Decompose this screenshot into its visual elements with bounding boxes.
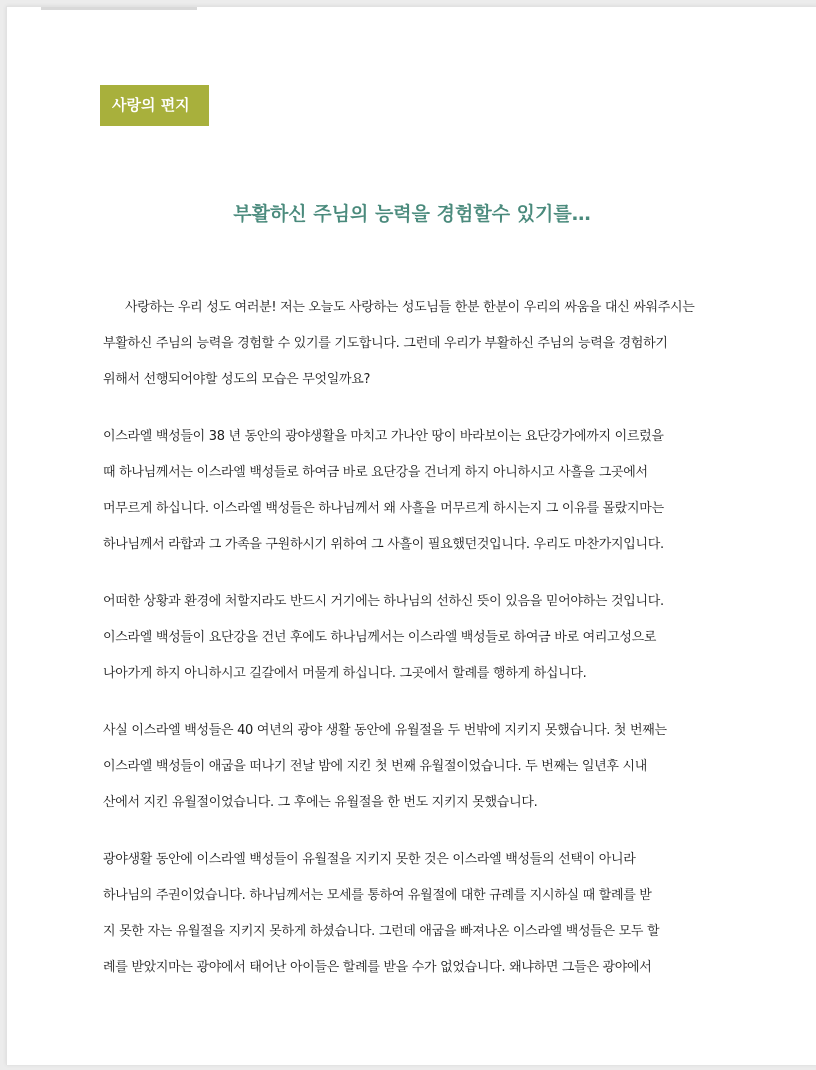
text-line: 사랑하는 우리 성도 여러분! 저는 오늘도 사랑하는 성도님들 한분 한분이 우리의 싸움을 대신 싸워주시는 <box>125 300 695 315</box>
text-line: 산에서 지킨 유월절이었습니다. 그 후에는 유월절을 한 번도 지키지 못했습니다. <box>103 795 538 810</box>
text-line: 머무르게 하십니다. 이스라엘 백성들은 하나님께서 왜 사흘을 머무르게 하시는지 그 이유를 몰랐지마는 <box>103 501 664 516</box>
text-line: 어떠한 상황과 환경에 처할지라도 반드시 거기에는 하나님의 선하신 뜻이 있음을 믿어야하는 것입니다. <box>103 594 664 609</box>
paragraph <box>103 419 733 563</box>
text-line: 이스라엘 백성들이 38 년 동안의 광야생활을 마치고 가나안 땅이 바라보이는 요단강가에까지 이르렀을 <box>103 429 664 444</box>
text-line: 위해서 선행되어야할 성도의 모습은 무엇일까요? <box>103 372 371 387</box>
page-title: 부활하신 주님의 능력을 경험할수 있기를… <box>233 203 591 225</box>
paragraph <box>103 842 733 986</box>
paragraph <box>103 584 733 692</box>
text-line: 례를 받았지마는 광야에서 태어난 아이들은 할례를 받을 수가 없었습니다. 왜냐하면 그들은 광야에서 <box>103 960 652 975</box>
paragraph <box>103 290 733 398</box>
text-line: 부활하신 주님의 능력을 경험할 수 있기를 기도합니다. 그런데 우리가 부활하신 주님의 능력을 경험하기 <box>103 336 668 351</box>
document-page <box>6 6 816 1065</box>
top-edge-strip <box>41 7 197 10</box>
text-line: 나아가게 하지 아니하시고 길갈에서 머물게 하십니다. 그곳에서 할례를 행하게 하십니다. <box>103 666 587 681</box>
text-line: 사실 이스라엘 백성들은 40 여년의 광야 생활 동안에 유월절을 두 번밖에 지키지 못했습니다. 첫 번째는 <box>103 723 667 738</box>
text-line: 하나님의 주권이었습니다. 하나님께서는 모세를 통하여 유월절에 대한 규례를 지시하실 때 할례를 받 <box>103 888 652 903</box>
text-line: 이스라엘 백성들이 애굽을 떠나기 전날 밤에 지킨 첫 번째 유월절이었습니다. 두 번째는 일년후 시내 <box>103 759 647 774</box>
letter-body <box>103 290 733 1007</box>
text-line: 광야생활 동안에 이스라엘 백성들이 유월절을 지키지 못한 것은 이스라엘 백성들의 선택이 아니라 <box>103 852 636 867</box>
text-line: 하나님께서 라합과 그 가족을 구원하시기 위하여 그 사흘이 필요했던것입니다. 우리도 마찬가지입니다. <box>103 537 664 552</box>
section-label: 사랑의 편지 <box>100 85 209 126</box>
paragraph <box>103 713 733 821</box>
text-line: 이스라엘 백성들이 요단강을 건넌 후에도 하나님께서는 이스라엘 백성들로 하여금 바로 여리고성으로 <box>103 630 657 645</box>
text-line: 지 못한 자는 유월절을 지키지 못하게 하셨습니다. 그런데 애굽을 빠져나온 이스라엘 백성들은 모두 할 <box>103 924 660 939</box>
text-line: 때 하나님께서는 이스라엘 백성들로 하여금 바로 요단강을 건너게 하지 아니하시고 사흘을 그곳에서 <box>103 465 648 480</box>
